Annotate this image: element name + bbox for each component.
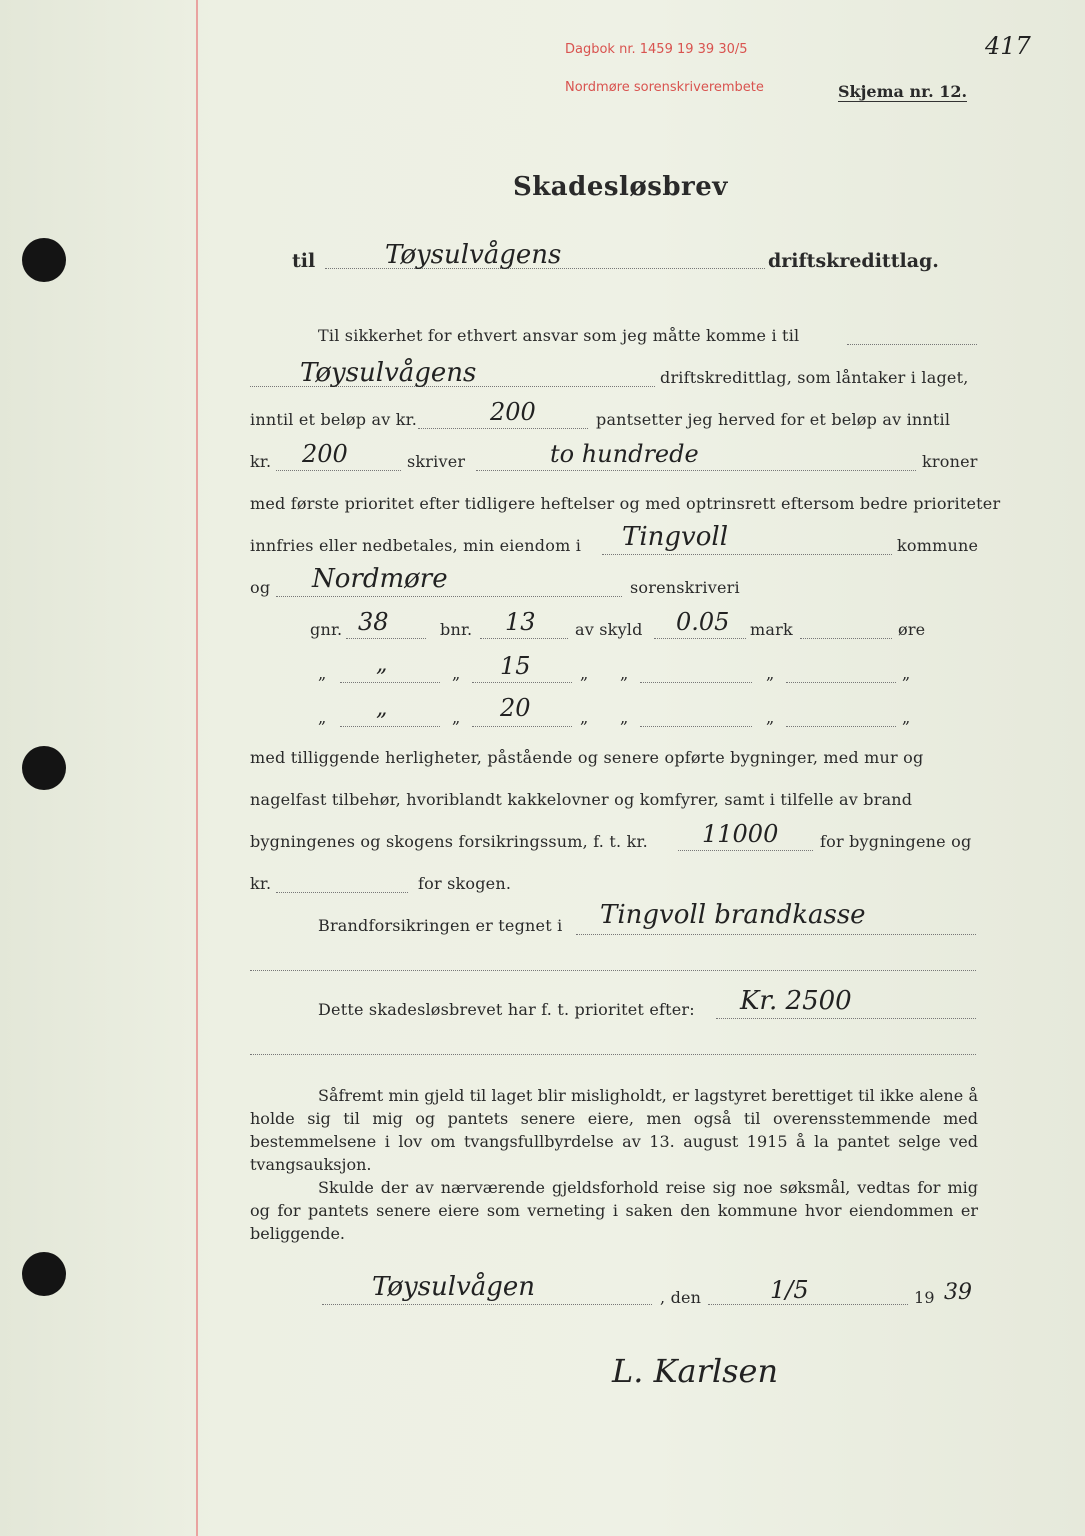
signature-date: 1/5 <box>770 1276 809 1304</box>
dotted-line <box>346 638 426 639</box>
dotted-line <box>576 934 976 935</box>
gnr-value: 38 <box>358 608 389 636</box>
ditto-mark: „ <box>318 708 327 727</box>
lag-name: Tøysulvågens <box>300 358 477 388</box>
dotted-line <box>678 850 813 851</box>
terms-paragraph-1: Såfremt min gjeld til laget blir misligholdt, er lagstyret berettiget til ikke alene å holde sig til mig og pantets senere eiere, men også til overensstemmende med bestemmelsene i lov om tvangsfullbyrdelse av 13. august 1915 å la pantet selge ved tvangsauksjon. <box>250 1086 978 1174</box>
dotted-line <box>716 1018 976 1019</box>
dotted-line <box>480 638 568 639</box>
dotted-line <box>786 682 896 683</box>
brand-label: Brandforsikringen er tegnet i <box>318 916 563 935</box>
ditto-mark: „ <box>580 708 589 727</box>
dotted-line <box>708 1304 908 1305</box>
dotted-line <box>472 682 572 683</box>
body-line-3a: inntil et beløp av kr. <box>250 410 417 429</box>
dotted-line <box>250 1054 976 1055</box>
dotted-line <box>640 726 752 727</box>
ditto-mark: „ <box>766 664 775 683</box>
dotted-line <box>340 682 440 683</box>
year-prefix: 19 <box>914 1288 935 1307</box>
insurance-sum: 11000 <box>702 820 779 848</box>
bnr-value: 15 <box>500 652 531 680</box>
dotted-line <box>322 1304 652 1305</box>
ditto-mark: „ <box>766 708 775 727</box>
dotted-line <box>340 726 440 727</box>
body-line-6a: innfries eller nedbetales, min eiendom i <box>250 536 582 555</box>
punch-hole <box>22 238 66 282</box>
punch-hole <box>22 746 66 790</box>
ditto-mark: „ <box>452 708 461 727</box>
bnr-label: bnr. <box>440 620 473 639</box>
document-title: Skadesløsbrev <box>513 172 728 202</box>
journal-stamp: Dagbok nr. 1459 19 39 30/5 <box>565 42 748 57</box>
amount-words: to hundrede <box>550 440 699 468</box>
dotted-line <box>276 892 408 893</box>
dotted-line <box>476 470 916 471</box>
dotted-line <box>276 470 401 471</box>
ditto-mark: „ <box>318 664 327 683</box>
addressee-prefix: til <box>292 250 316 272</box>
addressee-name: Tøysulvågens <box>385 240 562 270</box>
dotted-line <box>640 682 752 683</box>
den-label: , den <box>660 1288 702 1307</box>
schema-number: Skjema nr. 12. <box>838 82 968 101</box>
body2-line-1: med tilliggende herligheter, påstående og senere opførte bygninger, med mur og <box>250 748 924 767</box>
court-stamp: Nordmøre sorenskriverembete <box>565 80 764 95</box>
body-line-5: med første prioritet efter tidligere heftelser og med optrinsrett eftersom bedre prioriteter <box>250 494 1001 513</box>
bnr-value: 20 <box>500 694 531 722</box>
amount-2: 200 <box>302 440 348 468</box>
ore-label: øre <box>898 620 926 639</box>
page-number: 417 <box>985 32 1031 60</box>
margin-line <box>196 0 198 1536</box>
ditto-mark: „ <box>580 664 589 683</box>
dotted-line <box>654 638 746 639</box>
mark-label: mark <box>750 620 793 639</box>
amount-1: 200 <box>490 398 536 426</box>
body2-line-3a: bygningenes og skogens forsikringssum, f. t. kr. <box>250 832 648 851</box>
brand-value: Tingvoll brandkasse <box>600 900 866 930</box>
body-line-2: driftskredittlag, som låntaker i laget, <box>660 368 969 387</box>
dotted-line <box>250 970 976 971</box>
ditto-mark: „ <box>902 664 911 683</box>
body-line-1: Til sikkerhet for ethvert ansvar som jeg måtte komme i til <box>318 326 800 345</box>
dotted-line <box>847 344 977 345</box>
priority-value: Kr. 2500 <box>740 986 852 1016</box>
sorenskriveri-name: Nordmøre <box>312 564 448 594</box>
gnr-value: „ <box>376 696 388 721</box>
dotted-line <box>276 596 622 597</box>
body-line-3b: pantsetter jeg herved for et beløp av inntil <box>596 410 951 429</box>
ditto-mark: „ <box>620 664 629 683</box>
body-line-4c: kroner <box>922 452 978 471</box>
ditto-mark: „ <box>902 708 911 727</box>
body-line-7a: og <box>250 578 271 597</box>
body2-line-4a: kr. <box>250 874 272 893</box>
dotted-line <box>800 638 892 639</box>
dotted-line <box>786 726 896 727</box>
ditto-mark: „ <box>452 664 461 683</box>
skyld-label: av skyld <box>575 620 643 639</box>
dotted-line <box>472 726 572 727</box>
priority-label: Dette skadesløsbrevet har f. t. prioritet efter: <box>318 1000 695 1019</box>
signature-place: Tøysulvågen <box>372 1272 536 1302</box>
body2-line-3b: for bygningene og <box>820 832 972 851</box>
ditto-mark: „ <box>620 708 629 727</box>
punch-hole <box>22 1252 66 1296</box>
body2-line-4b: for skogen. <box>418 874 512 893</box>
signature-name: L. Karlsen <box>612 1352 779 1390</box>
body2-line-2: nagelfast tilbehør, hvoriblandt kakkelovner og komfyrer, samt i tilfelle av brand <box>250 790 913 809</box>
dotted-line <box>602 554 892 555</box>
year-suffix: 39 <box>944 1280 972 1305</box>
body-line-7b: sorenskriveri <box>630 578 740 597</box>
body-line-4a: kr. <box>250 452 272 471</box>
gnr-label: gnr. <box>310 620 343 639</box>
bnr-value: 13 <box>505 608 536 636</box>
dotted-line <box>418 428 588 429</box>
body-line-4b: skriver <box>407 452 466 471</box>
kommune-name: Tingvoll <box>622 522 729 552</box>
gnr-value: „ <box>376 652 388 677</box>
body-line-6b: kommune <box>897 536 979 555</box>
skyld-value: 0.05 <box>676 608 730 636</box>
addressee-suffix: driftskredittlag. <box>768 250 939 272</box>
terms-paragraph-2: Skulde der av nærværende gjeldsforhold reise sig noe søksmål, vedtas for mig og for pantets senere eiere som verneting i saken den kommune hvor eiendommen er beliggende. <box>250 1178 978 1243</box>
